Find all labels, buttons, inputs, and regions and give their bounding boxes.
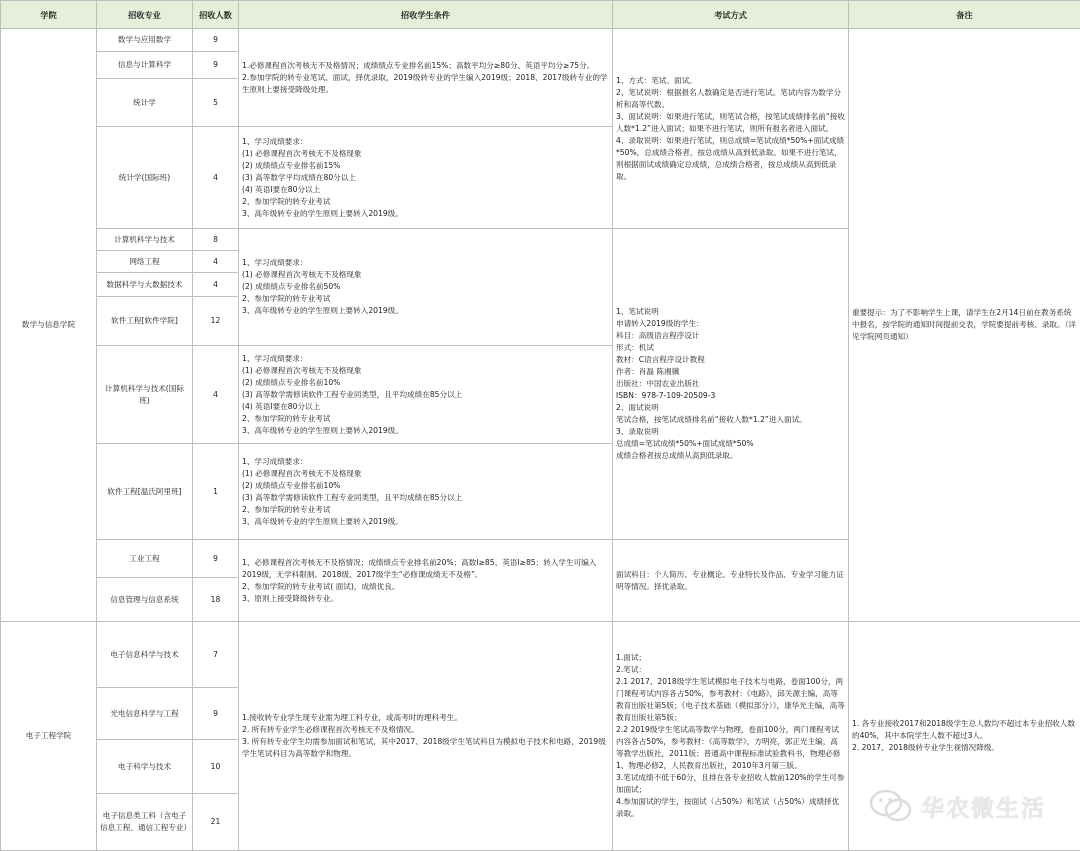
major-count: 9 <box>193 688 239 740</box>
major-name: 信息与计算科学 <box>97 52 193 79</box>
condition-line: 3、高年级转专业的学生原则上要转入2019级。 <box>242 208 609 220</box>
watermark <box>869 789 1046 823</box>
exam-cell <box>613 229 849 540</box>
major-name: 工业工程 <box>97 540 193 578</box>
condition-line: 3、高年级转专业的学生原则上要转入2019级。 <box>242 516 609 528</box>
exam-line: 3、面试说明：如果进行笔试，则笔试合格，按笔试成绩排名前“接收人数*1.2”进入面试；如果不进行笔试，则所有报名者进入面试。 <box>616 111 845 135</box>
exam-line: 3.笔试成绩不低于60分，且排在各专业招收人数前120%的学生可参加面试； <box>616 772 845 796</box>
conditions-cell <box>239 229 613 346</box>
major-count: 4 <box>193 251 239 273</box>
condition-line: (4) 英语I要在80分以上 <box>242 401 609 413</box>
watermark-text: 华农微生活 <box>921 790 1046 823</box>
condition-line: 2、参加学院的转专业考试 <box>242 293 609 305</box>
major-name: 软件工程[软件学院] <box>97 297 193 346</box>
exam-line: 2.笔试： <box>616 664 845 676</box>
note-line: 1. 各专业接收2017和2018级学生总人数均不超过本专业招收人数的40%，其中本院学生人数不超过3人。 <box>852 718 1077 742</box>
conditions-cell <box>239 29 613 127</box>
college-name-math: 数学与信息学院 <box>1 29 97 622</box>
condition-line: 2. 所有转专业学生必修课程首次考核无不及格情况。 <box>242 724 609 736</box>
wechat-icon <box>869 789 913 823</box>
condition-line: 1、学习成绩要求： <box>242 456 609 468</box>
exam-line: 教材：C语言程序设计教程 <box>616 354 845 366</box>
condition-line: (3) 高等数学需修读软件工程专业同类型，且平均成绩在85分以上 <box>242 492 609 504</box>
exam-line: 1.面试； <box>616 652 845 664</box>
major-name: 统计学 <box>97 79 193 127</box>
condition-line: 1、必修课程首次考核无不及格情况；成绩绩点专业排名前20%；高数Ⅰ≥85、英语Ⅰ≥85；转入学生可编入2019级，无学科限制。2018级、2017级学生“必修课成绩无不及格”。 <box>242 557 609 581</box>
major-name: 计算机科学与技术 <box>97 229 193 251</box>
header-count: 招收人数 <box>193 1 239 29</box>
major-count: 9 <box>193 29 239 52</box>
major-count: 21 <box>193 794 239 851</box>
major-name: 统计学(国际班) <box>97 127 193 229</box>
condition-line: 2、参加学院的转专业考试 <box>242 413 609 425</box>
condition-line: (2) 成绩绩点专业排名前50% <box>242 281 609 293</box>
exam-line: 4、录取说明：如果进行笔试，则总成绩=笔试成绩*50%+面试成绩*50%，总成绩合格者，按总成绩从高到低录取。如果不进行笔试，则根据面试成绩确定总成绩，总成绩合格者，按总成绩从高到低录取。 <box>616 135 845 183</box>
major-name: 信息管理与信息系统 <box>97 578 193 622</box>
condition-line: (1) 必修课程首次考核无不及格现象 <box>242 468 609 480</box>
condition-line: (2) 成绩绩点专业排名前15% <box>242 160 609 172</box>
exam-line: 面试科目：个人简历、专业概论、专业特长及作品、专业学习能力证明等情况。择优录取。 <box>616 569 845 593</box>
header-exam: 考试方式 <box>613 1 849 29</box>
exam-line: 总成绩=笔试成绩*50%+面试成绩*50% <box>616 438 845 450</box>
condition-line: 3、高年级转专业的学生原则上要转入2019级。 <box>242 305 609 317</box>
exam-line: 申请转入2019级的学生： <box>616 318 845 330</box>
header-row <box>1 1 1080 29</box>
table-row <box>1 622 1080 688</box>
conditions-cell <box>239 622 613 851</box>
condition-line: 2、参加学院的转专业考试 <box>242 196 609 208</box>
major-count: 12 <box>193 297 239 346</box>
condition-line: (3) 高等数学平均成绩在80分以上 <box>242 172 609 184</box>
header-major: 招收专业 <box>97 1 193 29</box>
major-name: 网络工程 <box>97 251 193 273</box>
major-name: 电子科学与技术 <box>97 740 193 794</box>
condition-line: (4) 英语I要在80分以上 <box>242 184 609 196</box>
conditions-cell <box>239 444 613 540</box>
exam-line: 4.参加面试的学生，按面试（占50%）和笔试（占50%）成绩择优录取。 <box>616 796 845 820</box>
major-count: 4 <box>193 346 239 444</box>
exam-line: ISBN：978-7-109-20509-3 <box>616 390 845 402</box>
exam-line: 2、笔试说明：根据报名人数确定是否进行笔试。笔试内容为数学分析和高等代数。 <box>616 87 845 111</box>
exam-line: 科目：高级语言程序设计 <box>616 330 845 342</box>
exam-cell <box>613 29 849 229</box>
condition-line: (2) 成绩绩点专业排名前10% <box>242 480 609 492</box>
table-row <box>1 29 1080 52</box>
major-count: 18 <box>193 578 239 622</box>
major-count: 4 <box>193 273 239 297</box>
major-count: 4 <box>193 127 239 229</box>
condition-line: 2、参加学院的转专业考试 <box>242 504 609 516</box>
exam-line: 出版社：中国农业出版社 <box>616 378 845 390</box>
exam-line: 2.1 2017、2018级学生笔试模拟电子技术与电路，卷面100分，两门课程考试内容各占50%，参考教材：《电路》，邱关源主编，高等教育出版社第5版；《电子技术基础（模拟部分）》，康华光主编，高等教育出版社第5版； <box>616 676 845 724</box>
major-count: 7 <box>193 622 239 688</box>
condition-line: 3. 所有转专业学生均需参加面试和笔试，其中2017、2018级学生笔试科目为模拟电子技术和电路，2019级学生笔试科目为高等数学和物理。 <box>242 736 609 760</box>
conditions-cell <box>239 127 613 229</box>
condition-line: 2.参加学院的转专业笔试、面试，择优录取，2019级转专业的学生编入2019级；2018、2017级转专业的学生原则上要接受降级处理。 <box>242 72 609 96</box>
condition-line: (1) 必修课程首次考核无不及格现象 <box>242 148 609 160</box>
major-name: 计算机科学与技术(国际班) <box>97 346 193 444</box>
major-name: 数学与应用数学 <box>97 29 193 52</box>
exam-cell <box>613 622 849 851</box>
exam-line: 作者：肖磊 陈湘骥 <box>616 366 845 378</box>
header-conditions: 招收学生条件 <box>239 1 613 29</box>
exam-line: 1、笔试说明 <box>616 306 845 318</box>
major-count: 5 <box>193 79 239 127</box>
major-name: 数据科学与大数据技术 <box>97 273 193 297</box>
college-name-ee: 电子工程学院 <box>1 622 97 851</box>
major-name: 光电信息科学与工程 <box>97 688 193 740</box>
exam-line: 3、录取说明 <box>616 426 845 438</box>
major-name: 电子信息科学与技术 <box>97 622 193 688</box>
major-count: 9 <box>193 540 239 578</box>
header-notes: 备注 <box>849 1 1080 29</box>
condition-line: (1) 必修课程首次考核无不及格现象 <box>242 269 609 281</box>
exam-line: 成绩合格者按总成绩从高到低录取。 <box>616 450 845 462</box>
condition-line: 1、学习成绩要求： <box>242 136 609 148</box>
conditions-cell <box>239 346 613 444</box>
conditions-cell <box>239 540 613 622</box>
major-name: 软件工程[温氏阿里班] <box>97 444 193 540</box>
exam-line: 2、面试说明 <box>616 402 845 414</box>
major-count: 10 <box>193 740 239 794</box>
exam-line: 形式：机试 <box>616 342 845 354</box>
condition-line: (2) 成绩绩点专业排名前10% <box>242 377 609 389</box>
major-count: 8 <box>193 229 239 251</box>
condition-line: (1) 必修课程首次考核无不及格现象 <box>242 365 609 377</box>
condition-line: 2、参加学院的转专业考试( 面试)，成绩优良。 <box>242 581 609 593</box>
exam-cell <box>613 540 849 622</box>
exam-line: 2.2 2019级学生笔试高等数学与物理，卷面100分，两门课程考试内容各占50%，参考教材：《高等数学》，方明亮，郭正光主编，高等教学出版社，2011版；普通高中课程标准试验教科书，物理必修1、物理必修2，人民教育出版社，2010年3月第三版。 <box>616 724 845 772</box>
major-count: 9 <box>193 52 239 79</box>
condition-line: 3、原则上接受降级转专业。 <box>242 593 609 605</box>
notes-cell: 重要提示：为了不影响学生上课，请学生在2月14日前在教务系统中报名，按学院的通知时间提前交表，学院要提前考核、录取。（详见学院网页通知） <box>849 29 1080 622</box>
major-name: 电子信息类工科（含电子信息工程、通信工程专业） <box>97 794 193 851</box>
note-line: 2. 2017、2018级转专业学生视情况降级。 <box>852 742 1077 754</box>
condition-line: 1、学习成绩要求： <box>242 353 609 365</box>
condition-line: 3、高年级转专业的学生原则上要转入2019级。 <box>242 425 609 437</box>
condition-line: (3) 高等数学需修读软件工程专业同类型，且平均成绩在85分以上 <box>242 389 609 401</box>
condition-line: 1、学习成绩要求： <box>242 257 609 269</box>
condition-line: 1.接收转专业学生现专业需为理工科专业，或高考时的理科考生。 <box>242 712 609 724</box>
header-college: 学院 <box>1 1 97 29</box>
exam-line: 1、方式：笔试、面试。 <box>616 75 845 87</box>
condition-line: 1.必修课程首次考核无不及格情况；成绩绩点专业排名前15%；高数平均分≥80分、英语平均分≥75分。 <box>242 60 609 72</box>
exam-line: 笔试合格，按笔试成绩排名前“接收人数*1.2”进入面试。 <box>616 414 845 426</box>
major-count: 1 <box>193 444 239 540</box>
